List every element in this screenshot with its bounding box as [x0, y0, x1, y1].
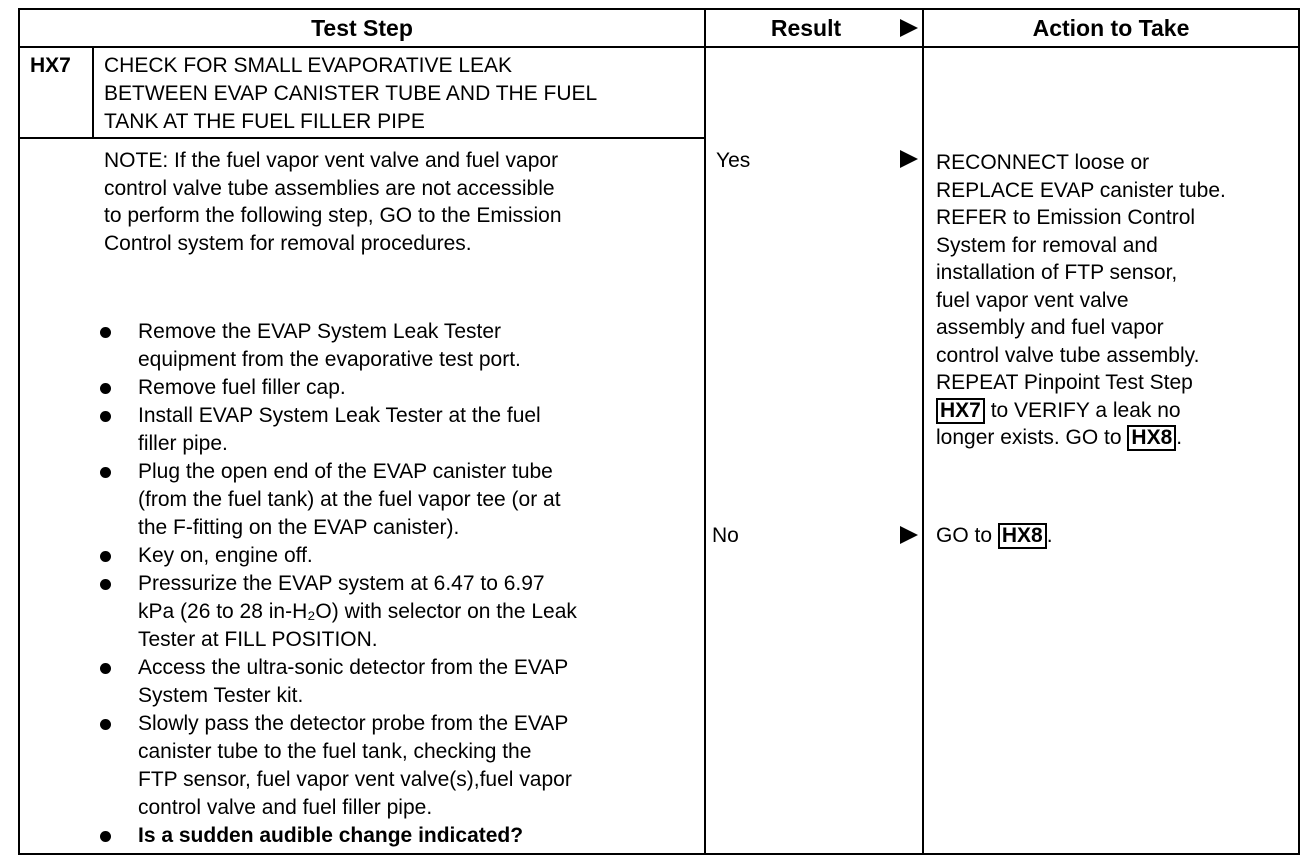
bullet-icon: [100, 383, 111, 394]
no-arrow-icon: [900, 526, 918, 544]
step-title-divider: [18, 137, 706, 139]
note-line: Control system for removal procedures.: [104, 231, 472, 255]
header-divider: [18, 46, 1300, 48]
question-text: Is a sudden audible change indicated?: [138, 824, 524, 847]
period: .: [1046, 524, 1053, 547]
period: .: [1176, 426, 1183, 449]
result-yes: Yes: [716, 149, 751, 172]
list-item-line: the F-fitting on the EVAP canister).: [138, 516, 460, 539]
list-item-line: (from the fuel tank) at the fuel vapor tee (or at: [138, 488, 561, 511]
list-item-line: Remove the EVAP System Leak Tester: [138, 320, 502, 343]
verify-text: to VERIFY a leak no: [984, 398, 1181, 422]
note-line: NOTE: If the fuel vapor vent valve and fuel vapor: [104, 149, 559, 172]
list-item-line: kPa (26 to 28 in-H₂O) with selector on the Leak: [138, 600, 577, 623]
step-title-line: TANK AT THE FUEL FILLER PIPE: [104, 110, 425, 133]
exists-text: longer exists. GO to: [936, 426, 1128, 449]
procedure-list: [96, 318, 686, 850]
no-action: [936, 522, 1053, 550]
bullet-icon: [100, 327, 111, 338]
step-id: HX7: [30, 54, 71, 77]
action-line: control valve tube assembly.: [936, 343, 1200, 367]
bullet-icon: [100, 831, 111, 842]
action-line: fuel vapor vent valve: [936, 288, 1129, 312]
list-item-line: control valve and fuel filler pipe.: [138, 796, 433, 819]
step-ref-hx8-link[interactable]: HX8: [1127, 425, 1176, 451]
list-item: [96, 402, 686, 458]
table-right-border: [1298, 8, 1300, 855]
bullet-icon: [100, 579, 111, 590]
list-item-line: equipment from the evaporative test port.: [138, 348, 521, 371]
table-left-border: [18, 8, 20, 855]
action-line: RECONNECT loose or: [936, 151, 1150, 174]
bullet-icon: [100, 467, 111, 478]
result-no: No: [712, 524, 739, 547]
list-item: [96, 710, 686, 822]
step-id-divider: [92, 46, 94, 138]
action-line: assembly and fuel vapor: [936, 316, 1164, 339]
list-item: [96, 374, 686, 402]
list-item: [96, 458, 686, 542]
bullet-icon: [100, 551, 111, 562]
action-column-divider: [922, 8, 924, 855]
list-item-question: [96, 822, 686, 850]
action-line: System for removal and: [936, 233, 1158, 257]
list-item-line: Plug the open end of the EVAP canister tube: [138, 460, 553, 483]
list-item: [96, 654, 686, 710]
list-item-line: Pressurize the EVAP system at 6.47 to 6.97: [138, 572, 545, 595]
header-test-step: Test Step: [311, 14, 413, 41]
list-item-line: Key on, engine off.: [138, 544, 313, 567]
action-line: [936, 397, 1226, 425]
header-result: Result: [770, 14, 842, 41]
action-line: REFER to Emission Control: [936, 206, 1196, 229]
yes-arrow-icon: [900, 150, 918, 168]
note-line: control valve tube assemblies are not accessible: [104, 176, 555, 200]
list-item-line: FTP sensor, fuel vapor vent valve(s),fuel vapor: [138, 768, 572, 791]
list-item: [96, 542, 686, 570]
list-item-line: Tester at FILL POSITION.: [138, 628, 378, 651]
step-title: [104, 52, 597, 136]
list-item-line: Access the ultra-sonic detector from the EVAP: [138, 656, 569, 679]
step-note: [104, 147, 562, 257]
list-item-line: Install EVAP System Leak Tester at the fuel: [138, 404, 541, 427]
list-item-line: filler pipe.: [138, 432, 228, 455]
list-item: [96, 570, 686, 654]
no-step-ref-hx8-link[interactable]: HX8: [998, 523, 1047, 549]
yes-action: [936, 149, 1226, 452]
step-ref-hx7-link[interactable]: HX7: [936, 398, 985, 424]
action-line: installation of FTP sensor,: [936, 261, 1178, 284]
header-action: Action to Take: [1032, 14, 1190, 41]
bullet-icon: [100, 411, 111, 422]
action-line: REPLACE EVAP canister tube.: [936, 178, 1226, 202]
result-column-divider: [704, 8, 706, 855]
table-bottom-border: [18, 853, 1300, 855]
action-line: [936, 424, 1226, 452]
action-line: REPEAT Pinpoint Test Step: [936, 371, 1193, 394]
step-title-line: CHECK FOR SMALL EVAPORATIVE LEAK: [104, 54, 513, 77]
bullet-icon: [100, 719, 111, 730]
list-item-line: Remove fuel filler cap.: [138, 376, 346, 399]
list-item-line: Slowly pass the detector probe from the EVAP: [138, 712, 569, 735]
list-item-line: System Tester kit.: [138, 684, 304, 707]
note-line: to perform the following step, GO to the Emission: [104, 204, 562, 227]
step-title-line: BETWEEN EVAP CANISTER TUBE AND THE FUEL: [104, 82, 598, 105]
list-item-line: canister tube to the fuel tank, checking the: [138, 740, 532, 763]
list-item: [96, 318, 686, 374]
bullet-icon: [100, 663, 111, 674]
header-arrow-icon: [900, 19, 918, 37]
goto-text: GO to: [936, 524, 998, 547]
